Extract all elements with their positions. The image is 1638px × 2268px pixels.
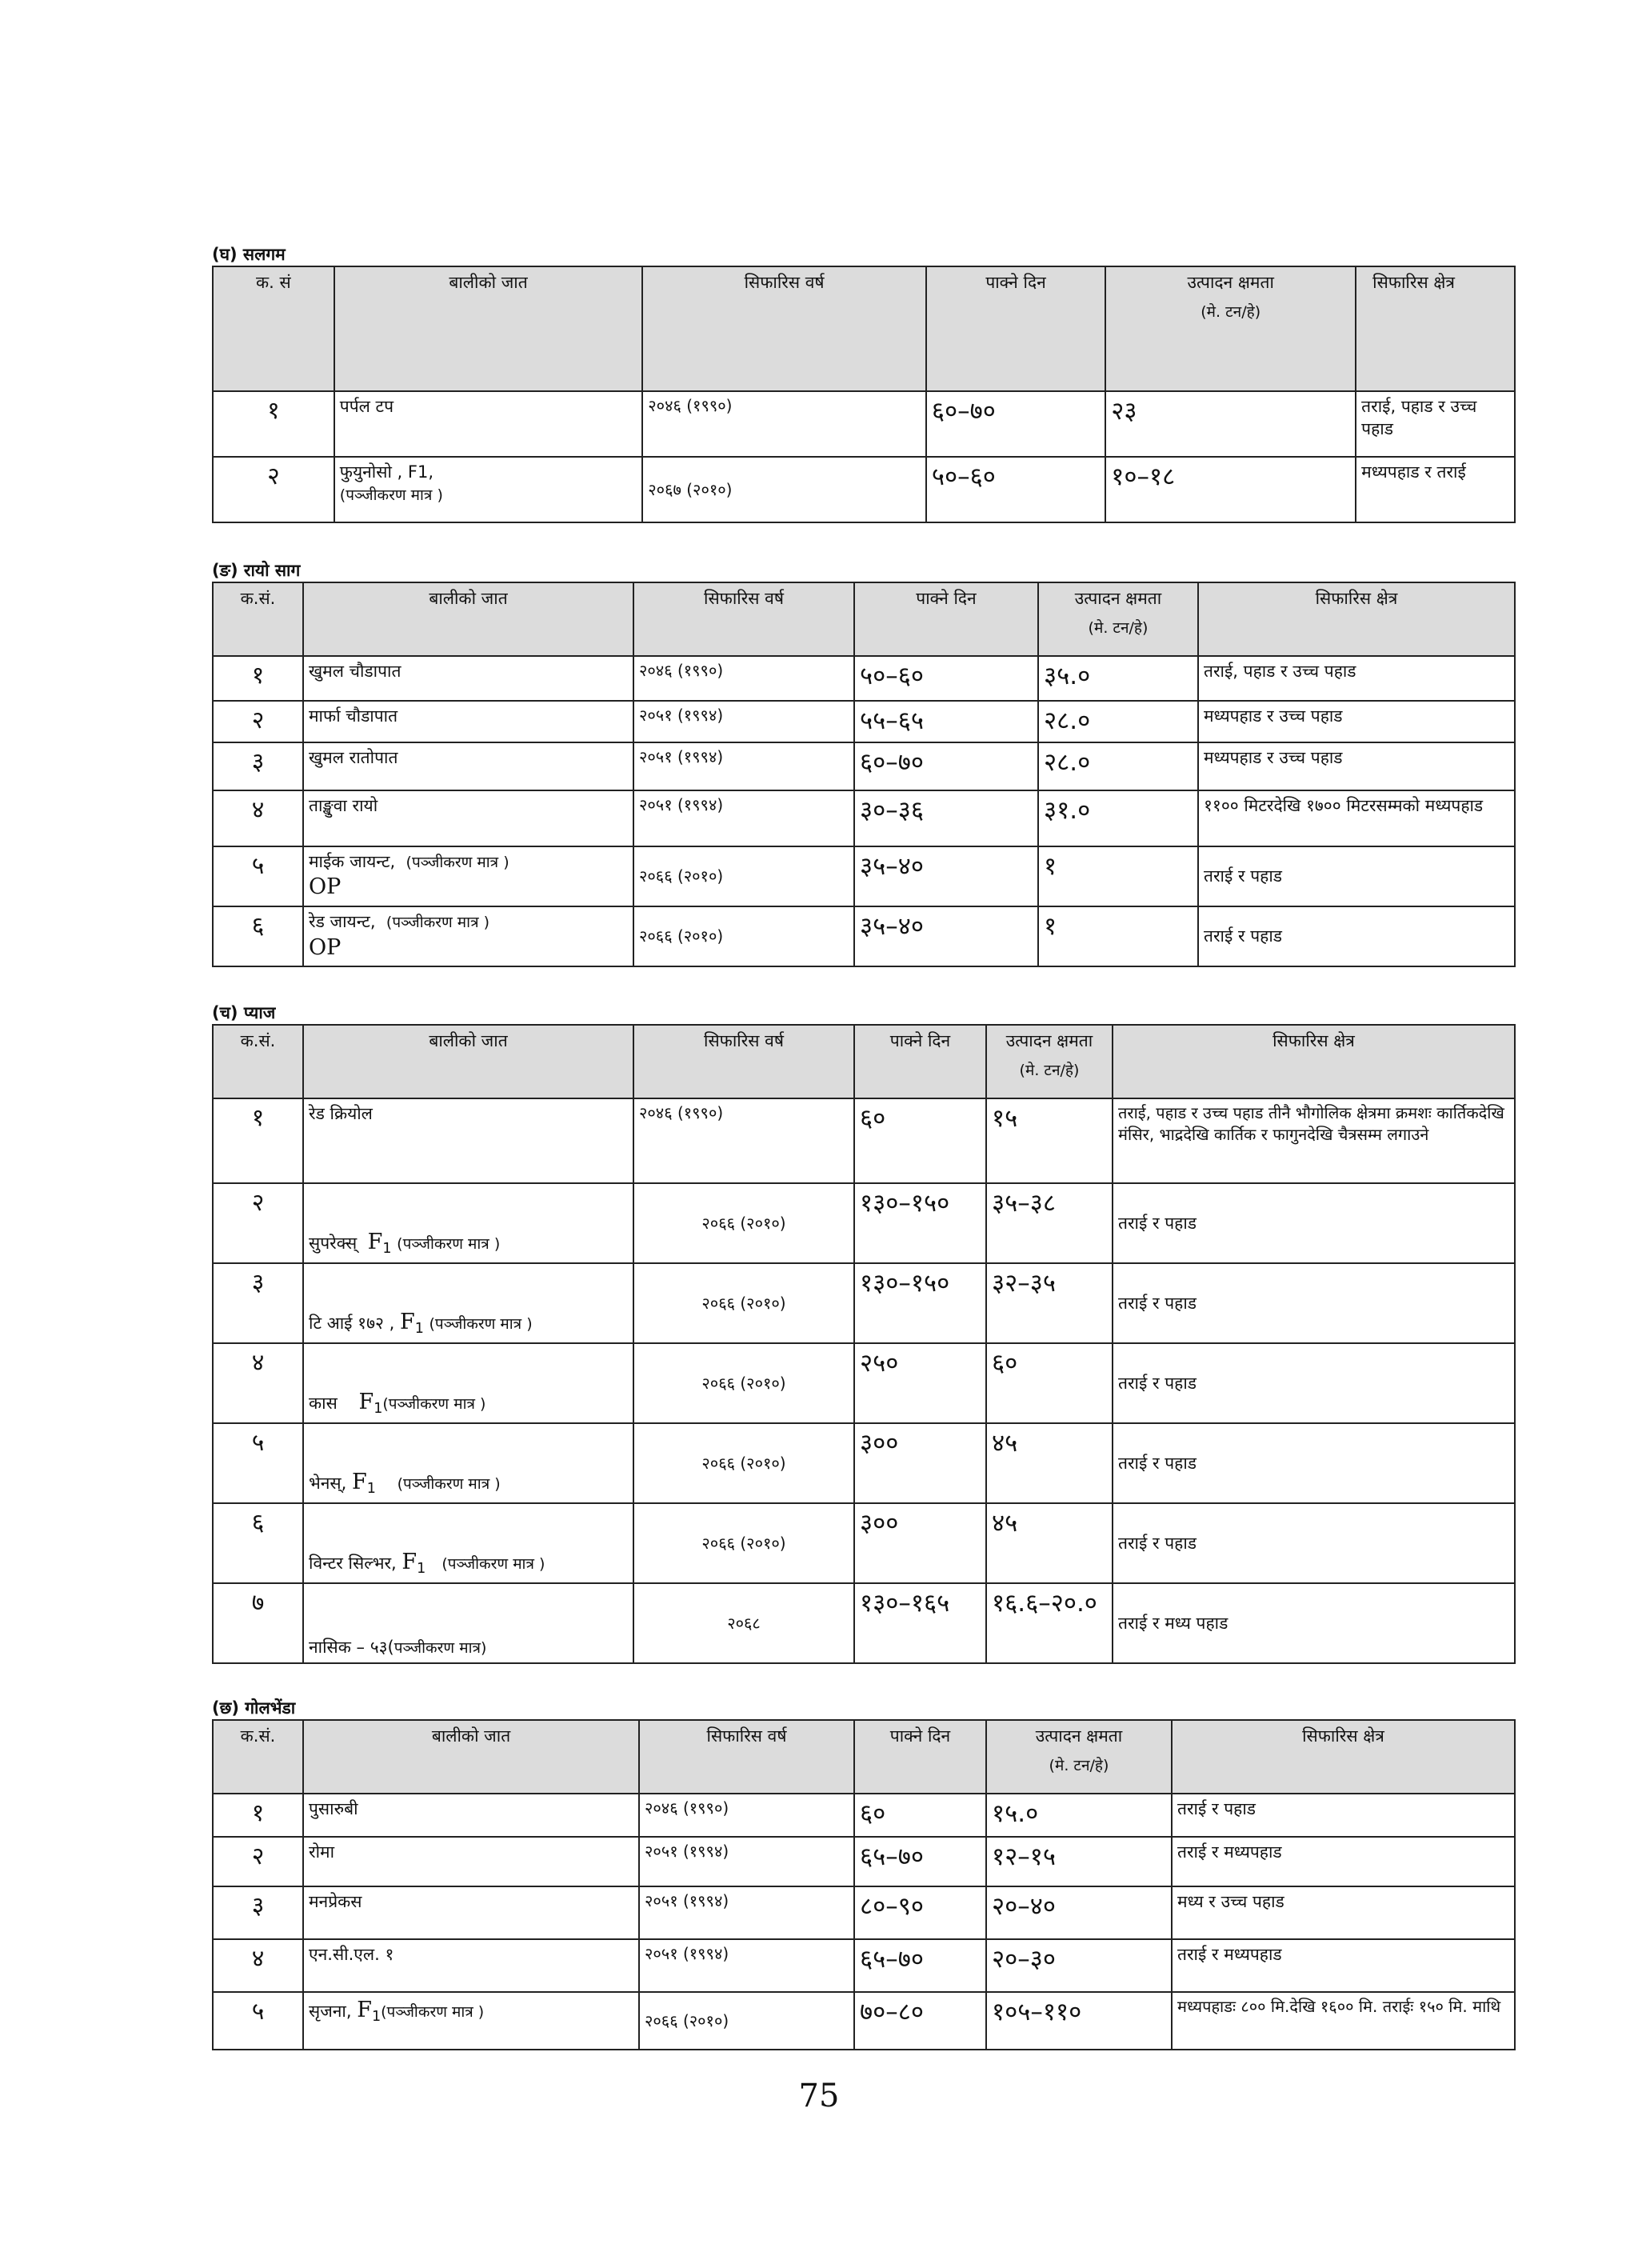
- table-row: २ रोमा २०५१ (१९९४) ६५–७० १२–१५ तराई र मध्यपहाड: [213, 1837, 1515, 1886]
- header-capacity: उत्पादन क्षमता (मे. टन/हे): [1105, 266, 1356, 391]
- section-onion: [212, 1000, 1516, 1664]
- header-year: सिफारिस वर्ष: [642, 266, 926, 391]
- header-area: सिफारिस क्षेत्र: [1113, 1025, 1515, 1098]
- header-variety: बालीको जात: [303, 1720, 639, 1794]
- mustard-greens-table: [212, 582, 1516, 967]
- header-sn: क.सं.: [213, 582, 303, 656]
- table-row: १ खुमल चौडापात २०४६ (१९९०) ५०–६० ३५.० तराई, पहाड र उच्च पहाड: [213, 656, 1515, 701]
- header-area: सिफारिस क्षेत्र: [1198, 582, 1515, 656]
- section-tomato: [212, 1695, 1516, 2050]
- header-sn: क.सं.: [213, 1025, 303, 1098]
- header-year: सिफारिस वर्ष: [633, 582, 854, 656]
- section-title: (च) प्याज: [212, 1003, 276, 1022]
- table-row: ३ खुमल रातोपात २०५१ (१९९४) ६०–७० २८.० मध्यपहाड र उच्च पहाड: [213, 742, 1515, 790]
- table-row: ७ नासिक – ५३(पञ्जीकरण मात्र) २०६८ १३०–१६५ १६.६–२०.० तराई र मध्य पहाड: [213, 1583, 1515, 1663]
- header-days: पाक्ने दिन: [854, 1720, 986, 1794]
- tomato-table: [212, 1719, 1516, 2050]
- table-row: ३ मनप्रेकस २०५१ (१९९४) ८०–९० २०–४० मध्य र उच्च पहाड: [213, 1886, 1515, 1939]
- table-row: २ मार्फा चौडापात २०५१ (१९९४) ५५–६५ २८.० मध्यपहाड र उच्च पहाड: [213, 701, 1515, 742]
- page-number: 75: [798, 2078, 840, 2114]
- table-row: ४ कास $F_1(पञ्जीकरण$ मात्र ) २०६६ (२०१०) २५० ६० तराई र पहाड: [213, 1343, 1515, 1423]
- table-row: ३ टि आई १७२ , $F_1$ (पञ्जीकरण मात्र ) २०६६ (२०१०) १३०–१५० ३२–३५ तराई र पहाड: [213, 1263, 1515, 1343]
- table-row: २ फुयुनोसो , F1, (पञ्जीकरण मात्र ) २०६७ (२०१०) ५०–६० १०–१८ मध्यपहाड र तराई: [213, 457, 1515, 522]
- section-title: (घ) सलगम: [212, 245, 286, 264]
- header-variety: बालीको जात: [334, 266, 643, 391]
- header-variety: बालीको जात: [303, 1025, 633, 1098]
- onion-table: [212, 1024, 1516, 1664]
- table-row: १ पर्पल टप २०४६ (१९९०) ६०–७० २३ तराई, पहाड र उच्च पहाड: [213, 391, 1515, 457]
- header-variety: बालीको जात: [303, 582, 633, 656]
- header-capacity: उत्पादन क्षमता (मे. टन/हे): [986, 1025, 1113, 1098]
- table-row: १ पुसारुबी २०४६ (१९९०) ६० १५.० तराई र पहाड: [213, 1794, 1515, 1837]
- table-row: ४ एन.सी.एल. १ २०५१ (१९९४) ६५–७० २०–३० तराई र मध्यपहाड: [213, 1939, 1515, 1992]
- table-row: ६ विन्टर सिल्भर, $F_1$ (पञ्जीकरण मात्र ) २०६६ (२०१०) ३०० ४५ तराई र पहाड: [213, 1503, 1515, 1583]
- header-days: पाक्ने दिन: [854, 582, 1038, 656]
- table-row: १ रेड क्रियोल २०४६ (१९९०) ६० १५ तराई, पहाड र उच्च पहाड तीनै भौगोलिक क्षेत्रमा क्रमशः कार्तिकदेखि मंसिर, भाद्रदेखि कार्तिक र फागुनदेखि चैत्रसम्म लगाउने: [213, 1098, 1515, 1183]
- section-title: (छ) गोलभेंडा: [212, 1698, 296, 1718]
- header-sn: क.सं.: [213, 1720, 303, 1794]
- header-capacity: उत्पादन क्षमता (मे. टन/हे): [1038, 582, 1198, 656]
- table-row: ४ ताङ्खुवा रायो २०५१ (१९९४) ३०–३६ ३१.० ११०० मिटरदेखि १७०० मिटरसम्मको मध्यपहाड: [213, 790, 1515, 846]
- header-area: सिफारिस क्षेत्र: [1172, 1720, 1515, 1794]
- header-year: सिफारिस वर्ष: [633, 1025, 854, 1098]
- header-sn: क. सं: [213, 266, 334, 391]
- table-row: २ सुपरेक्स् $F_1$ (पञ्जीकरण मात्र ) २०६६ (२०१०) १३०–१५० ३५–३८ तराई र पहाड: [213, 1183, 1515, 1263]
- section-title: (ङ) रायो साग: [212, 561, 301, 580]
- header-days: पाक्ने दिन: [926, 266, 1105, 391]
- turnip-table: [212, 266, 1516, 523]
- section-mustard-greens: [212, 558, 1516, 967]
- table-row: ६ रेड जायन्ट, (पञ्जीकरण मात्र ) OP २०६६ (२०१०) ३५–४० १ तराई र पहाड: [213, 906, 1515, 966]
- table-row: ५ माईक जायन्ट, (पञ्जीकरण मात्र ) OP २०६६ (२०१०) ३५–४० १ तराई र पहाड: [213, 846, 1515, 906]
- header-year: सिफारिस वर्ष: [639, 1720, 854, 1794]
- header-area: सिफारिस क्षेत्र: [1356, 266, 1515, 391]
- section-turnip: [212, 242, 1516, 523]
- header-days: पाक्ने दिन: [854, 1025, 986, 1098]
- header-capacity: उत्पादन क्षमता (मे. टन/हे): [986, 1720, 1172, 1794]
- table-row: ५ सृजना, $F_1(पञ्जीकरण$ मात्र ) २०६६ (२०१०) ७०–८० १०५–११० मध्यपहाडः ८०० मि.देखि १६०० मि. तराईः १५० मि. माथि: [213, 1992, 1515, 2050]
- table-row: ५ भेनस्, $F_1$ (पञ्जीकरण मात्र ) २०६६ (२०१०) ३०० ४५ तराई र पहाड: [213, 1423, 1515, 1503]
